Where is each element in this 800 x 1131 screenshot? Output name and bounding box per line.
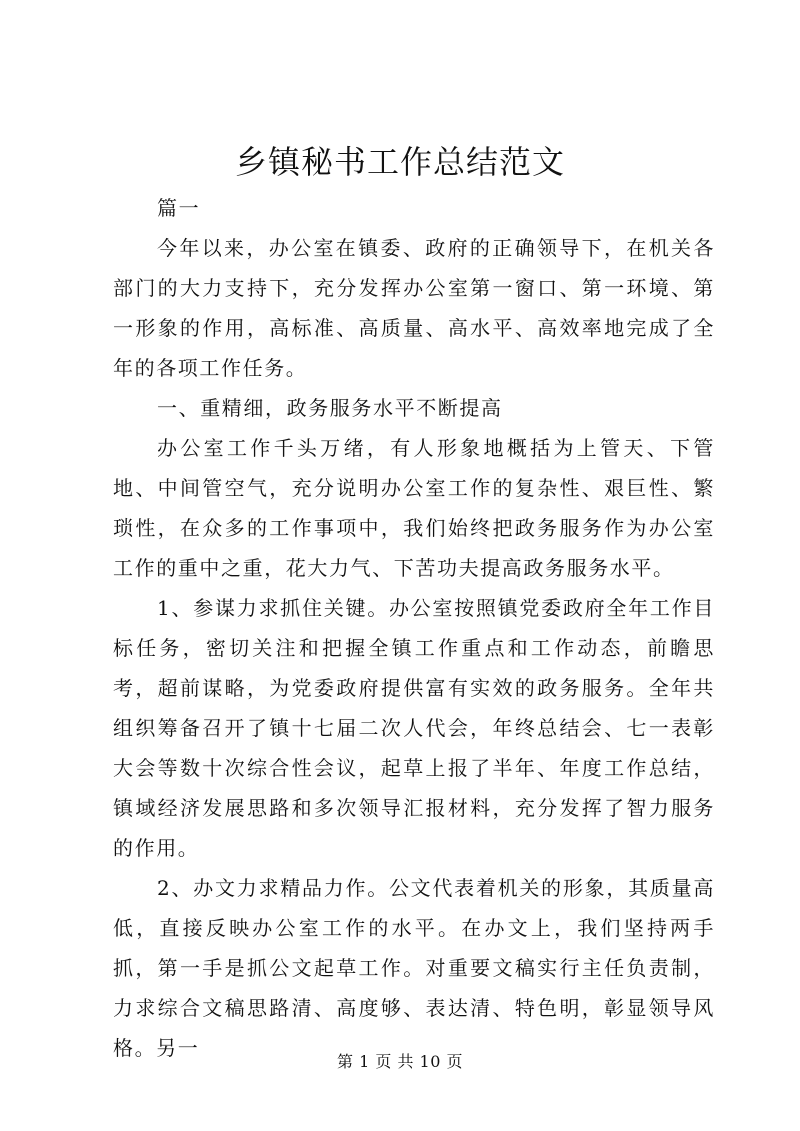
page-footer: 第 1 页 共 10 页: [337, 1052, 463, 1071]
body-paragraph: 1、参谋力求抓住关键。办公室按照镇党委政府全年工作目标任务，密切关注和把握全镇工作重点和工作动态，前瞻思考，超前谋略，为党委政府提供富有实效的政务服务。全年共组织筹备召开了镇十七届二次人代会，年终总结会、七一表彰大会等数十次综合性会议，起草上报了半年、年度工作总结，镇域经济发展思路和多次领导汇报材料，充分发挥了智力服务的作用。: [113, 596, 715, 860]
section-heading: 一、重精细，政务服务水平不断提高: [157, 396, 503, 420]
body-paragraph: 办公室工作千头万绪，有人形象地概括为上管天、下管地、中间管空气，充分说明办公室工作的复杂性、艰巨性、繁琐性，在众多的工作事项中，我们始终把政务服务作为办公室工作的重中之重，花大力气、下苦功夫提高政务服务水平。: [113, 436, 715, 580]
body-paragraph: 2、办文力求精品力作。公文代表着机关的形象，其质量高低，直接反映办公室工作的水平。在办文上，我们坚持两手抓，第一手是抓公文起草工作。对重要文稿实行主任负责制，力求综合文稿思路清、高度够、表达清、特色明，彰显领导风格。另一: [113, 876, 715, 1060]
intro-paragraph: 今年以来，办公室在镇委、政府的正确领导下，在机关各部门的大力支持下，充分发挥办公室第一窗口、第一环境、第一形象的作用，高标准、高质量、高水平、高效率地完成了全年的各项工作任务。: [113, 236, 715, 380]
document-body: [113, 188, 715, 1068]
section-label: 篇一: [157, 196, 201, 220]
document-title: 乡镇秘书工作总结范文: [234, 143, 565, 181]
